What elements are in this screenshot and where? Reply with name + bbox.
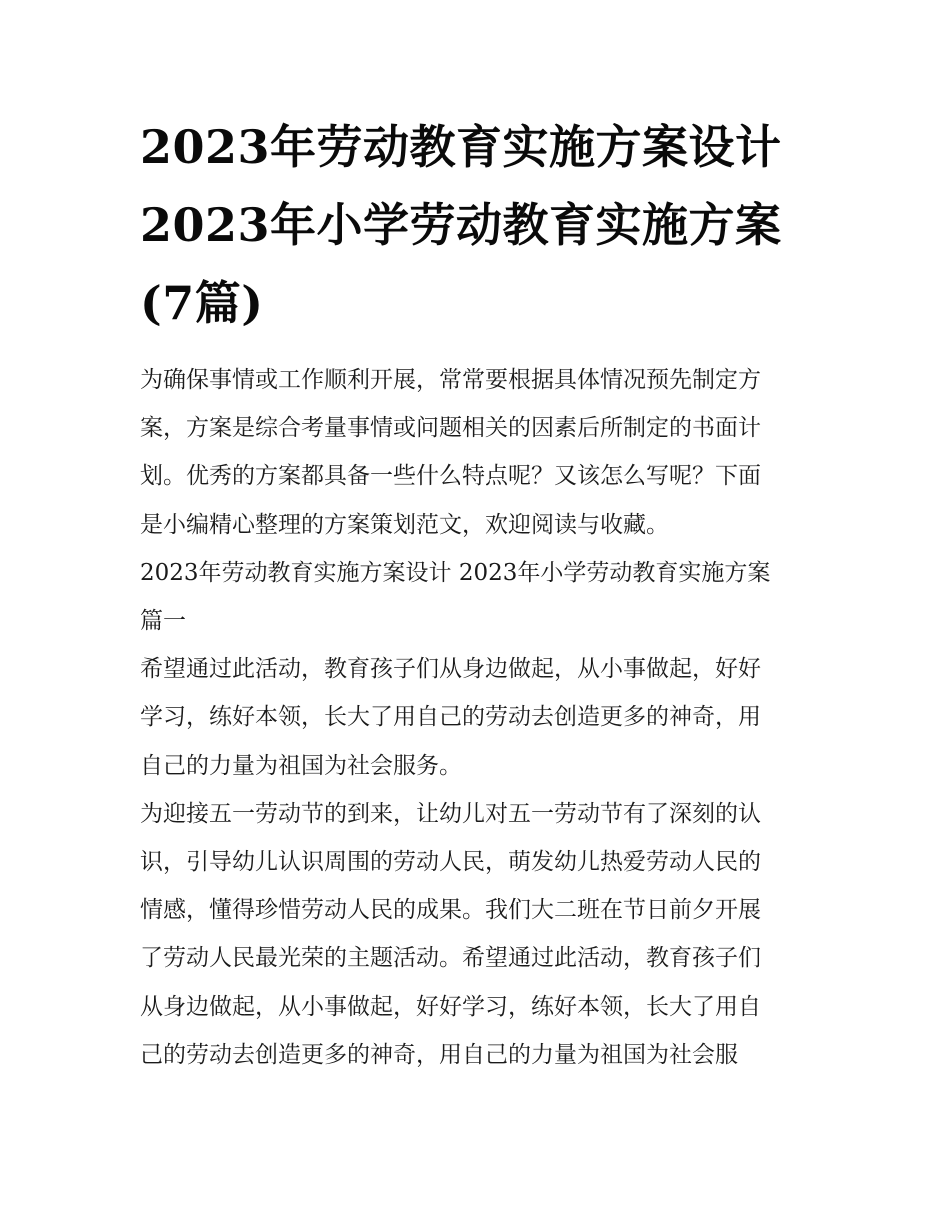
document-body	[140, 108, 820, 1079]
document-title	[140, 108, 820, 342]
body-paragraph-2	[140, 790, 820, 1079]
text-line: 学习，练好本领，长大了用自己的劳动去创造更多的神奇，用	[140, 704, 761, 731]
text-line: 2023年劳动教育实施方案设计 2023年小学劳动教育实施方案	[140, 559, 771, 586]
title-line: 2023年劳动教育实施方案设计	[140, 120, 782, 174]
text-line: 为确保事情或工作顺利开展，常常要根据具体情况预先制定方	[140, 367, 761, 393]
title-line: (7篇)	[140, 276, 264, 330]
text-line: 为迎接五一劳动节的到来，让幼儿对五一劳动节有了深刻的认	[140, 800, 761, 827]
text-line: 是小编精心整理的方案策划范文，欢迎阅读与收藏。	[140, 511, 669, 538]
text-line: 情感，懂得珍惜劳动人民的成果。我们大二班在节日前夕开展	[140, 897, 761, 924]
body-paragraph-1	[140, 645, 820, 790]
text-line: 篇一	[140, 608, 186, 635]
intro-paragraph	[140, 356, 820, 549]
text-line: 了劳动人民最光荣的主题活动。希望通过此活动，教育孩子们	[140, 945, 761, 972]
text-line: 从身边做起，从小事做起，好好学习，练好本领，长大了用自	[140, 993, 761, 1020]
title-line: 2023年小学劳动教育实施方案	[140, 198, 782, 252]
text-line: 自己的力量为祖国为社会服务。	[140, 752, 462, 779]
text-line: 案，方案是综合考量事情或问题相关的因素后所制定的书面计	[140, 415, 761, 442]
text-line: 希望通过此活动，教育孩子们从身边做起，从小事做起，好好	[140, 656, 761, 683]
text-line: 己的劳动去创造更多的神奇，用自己的力量为祖国为社会服	[140, 1041, 738, 1068]
text-line: 划。优秀的方案都具备一些什么特点呢？又该怎么写呢？下面	[140, 463, 761, 490]
text-line: 识，引导幼儿认识周围的劳动人民，萌发幼儿热爱劳动人民的	[140, 849, 761, 876]
section-heading	[140, 549, 820, 645]
